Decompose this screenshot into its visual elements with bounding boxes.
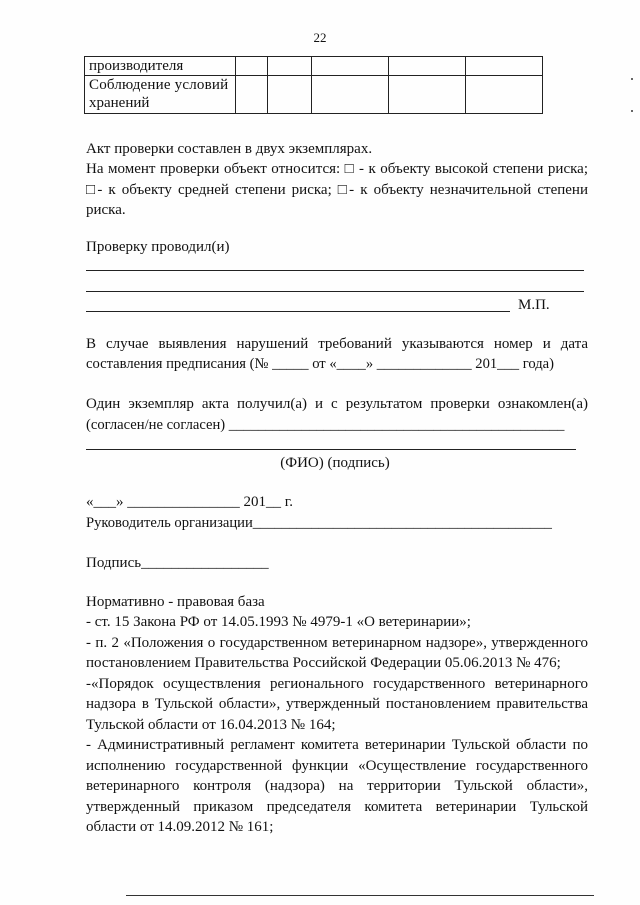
stamp-mark: М.П.	[518, 297, 550, 313]
act-line-3: □- к объекту средней степени риска; □- к объекту незначительной степени	[86, 182, 588, 198]
page-number: 22	[313, 30, 327, 45]
signature-line[interactable]	[86, 270, 584, 271]
table-cell	[466, 57, 543, 76]
table-cell-label	[85, 76, 236, 114]
table-row	[85, 57, 543, 76]
legal-item: - ст. 15 Закона РФ от 14.05.1993 № 4979-1 «О ветеринарии»;	[86, 614, 471, 630]
legal-item: - п. 2 «Положения о государственном ветеринарном надзоре», утвержденного	[86, 635, 588, 651]
receipt-line-1: Один экземпляр акта получил(а) и с результатом проверки ознакомлен(а)	[86, 396, 588, 412]
legal-item: - Административный регламент комитета ветеринарии Тульской области по	[86, 737, 588, 753]
legal-item: утвержденный приказом председателя комитета ветеринарии Тульской	[86, 799, 588, 815]
legal-item: Тульской области от 16.04.2013 № 164;	[86, 717, 336, 733]
head-of-organization-line: Руководитель организации_________________________________________	[86, 515, 552, 531]
signature-line[interactable]	[86, 291, 584, 292]
legal-item: постановлением Правительства Российской Федерации 05.06.2013 № 476;	[86, 655, 561, 671]
signature-field: Подпись_________________	[86, 555, 269, 571]
page-edge-line	[126, 895, 594, 896]
fio-caption: (ФИО) (подпись)	[280, 455, 390, 471]
table-cell-text: Соблюдение условий	[89, 77, 229, 93]
table-cell	[268, 76, 312, 114]
table-cell	[389, 76, 466, 114]
inspection-table	[84, 56, 543, 114]
legal-item: надзора в Тульской области», утвержденный постановлением правительства	[86, 696, 588, 712]
legal-basis-title: Нормативно - правовая база	[86, 594, 265, 610]
receipt-line-2: (согласен/не согласен) ______________________________________________	[86, 417, 565, 433]
table-cell	[312, 76, 389, 114]
legal-item: исполнению государственной функции «Осуществление государственного	[86, 758, 588, 774]
violations-line-2: составления предписания (№ _____ от «____» _____________ 201___ года)	[86, 356, 554, 372]
table-cell	[268, 57, 312, 76]
margin-mark	[631, 110, 633, 112]
table-cell	[466, 76, 543, 114]
table-cell-text: хранений	[89, 95, 150, 111]
violations-line-1: В случае выявления нарушений требований указываются номер и дата	[86, 336, 588, 352]
legal-item: -«Порядок осуществления регионального государственного ветеринарного	[86, 676, 588, 692]
date-line: «___» _______________ 201__ г.	[86, 494, 293, 510]
signature-line[interactable]	[86, 449, 576, 450]
act-line-4: риска.	[86, 202, 126, 218]
table-cell	[312, 57, 389, 76]
act-line-1: Акт проверки составлен в двух экземплярах.	[86, 141, 373, 157]
legal-item: области от 14.09.2012 № 161;	[86, 819, 274, 835]
table-cell	[236, 57, 268, 76]
signature-line[interactable]	[86, 311, 510, 312]
inspector-label: Проверку проводил(и)	[86, 239, 230, 255]
table-row	[85, 76, 543, 114]
table-cell	[236, 76, 268, 114]
legal-item: ветеринарного контроля (надзора) на территории Тульской области»,	[86, 778, 588, 794]
table-cell	[389, 57, 466, 76]
table-cell-label: производителя	[85, 57, 236, 76]
margin-mark	[631, 78, 633, 80]
act-line-2: На момент проверки объект относится: □ - к объекту высокой степени риска;	[86, 161, 588, 177]
